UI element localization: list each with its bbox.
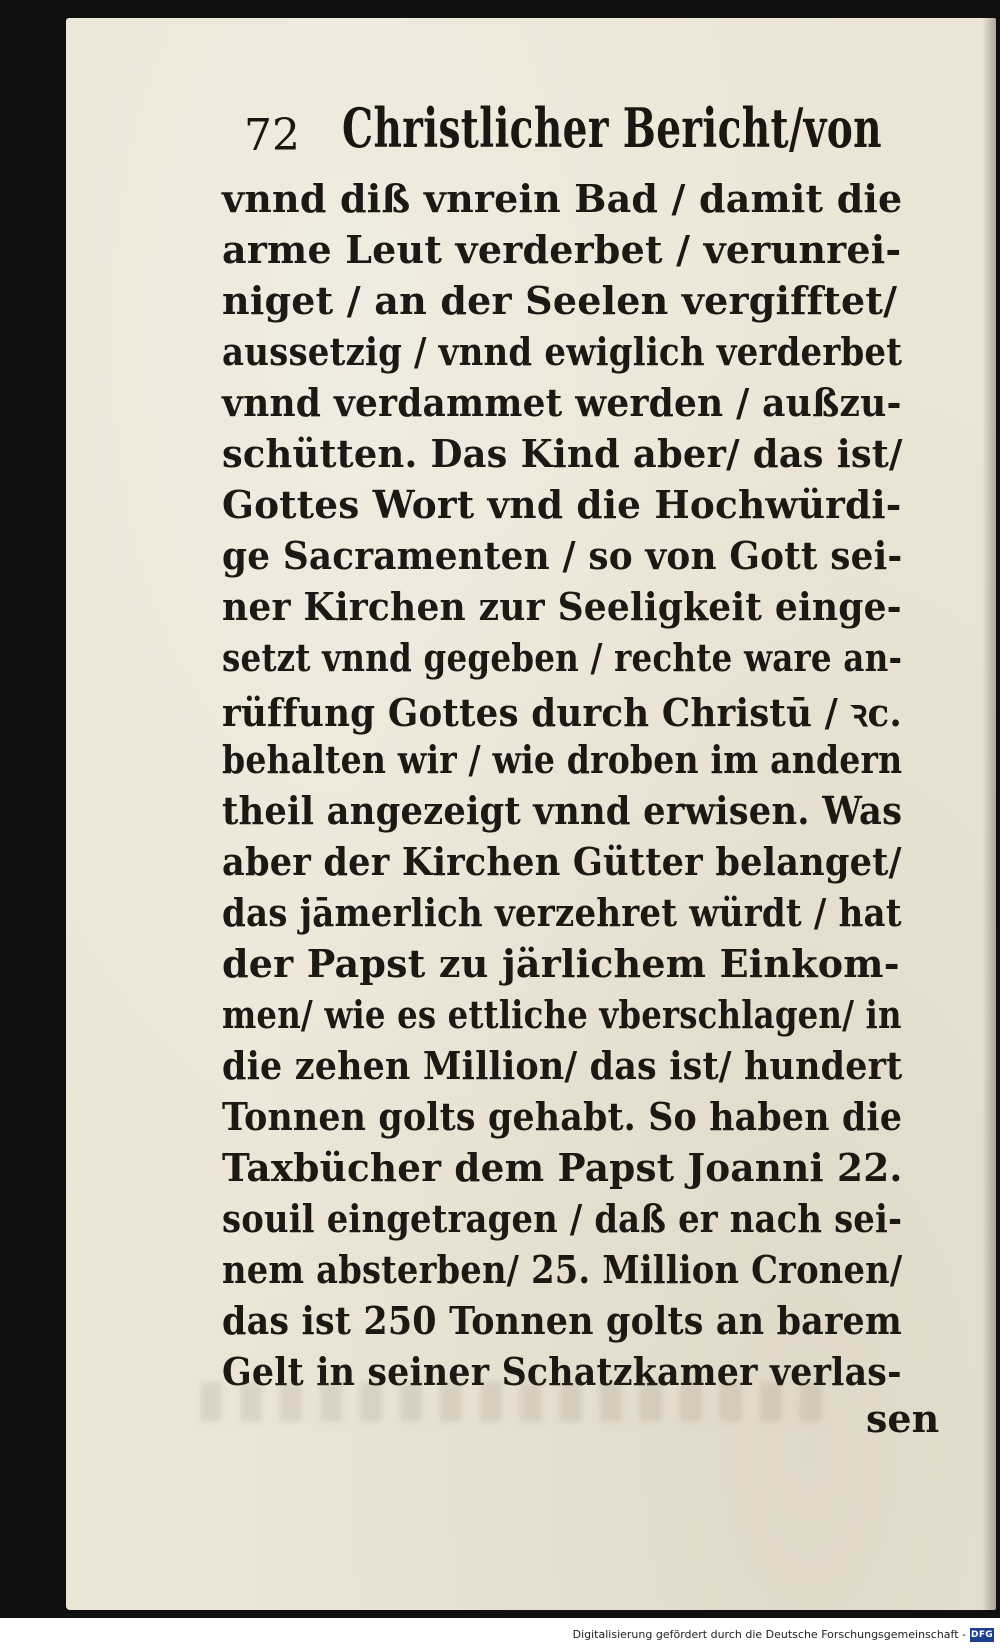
text-line: die zehen Million/ das ist/ hundert [222,1043,903,1088]
running-head: Christlicher Bericht/von [342,96,882,160]
show-through-bleed [200,1382,840,1422]
text-line: behalten wir / wie droben im andern [222,737,903,782]
text-line: Gelt in seiner Schatzkamer verlas- [222,1349,902,1394]
catchword: sen [866,1396,940,1441]
text-line: der Papst zu järlichem Einkom- [222,941,900,986]
text-line: setzt vnnd gegeben / rechte ware an- [222,635,903,680]
dfg-logo: DFG [971,1630,993,1640]
text-line: aber der Kirchen Gütter belanget/ [222,839,902,884]
page-header [244,96,884,176]
text-line: nem absterben/ 25. Million Cronen/ [222,1247,903,1292]
digitization-footer [0,1618,1000,1648]
text-line: vnnd verdammet werden / außzu- [222,380,902,425]
funding-credit: Digitalisierung gefördert durch die Deutsche Forschungsgemeinschaft - [572,1628,966,1641]
text-line: theil angezeigt vnnd erwisen. Was [222,788,903,833]
text-line: Taxbücher dem Papst Joanni 22. [222,1145,903,1190]
text-line: ge Sacramenten / so von Gott sei- [222,533,903,578]
text-line: men/ wie es ettliche vberschlagen/ in [222,992,902,1037]
text-line: Gottes Wort vnd die Hochwürdi- [222,482,902,527]
text-line: das jāmerlich verzehret würdt / hat [222,890,902,935]
text-line: schütten. Das Kind aber/ das ist/ [222,431,903,476]
text-line: souil eingetragen / daß er nach sei- [222,1196,903,1241]
text-line: vnnd diß vnrein Bad / damit die [222,176,903,221]
text-line: das ist 250 Tonnen golts an barem [222,1298,903,1343]
text-line: aussetzig / vnnd ewiglich verderbet [222,329,903,374]
page-number: 72 [244,110,300,161]
text-line: arme Leut verderbet / verunrei- [222,227,902,272]
page-edge-shadow [982,18,996,1610]
text-line: niget / an der Seelen vergifftet/ [222,278,898,323]
text-line: ner Kirchen zur Seeligkeit einge- [222,584,902,629]
text-line: Tonnen golts gehabt. So haben die [222,1094,903,1139]
text-line: rüffung Gottes durch Christū / ꝛc. [222,690,903,735]
